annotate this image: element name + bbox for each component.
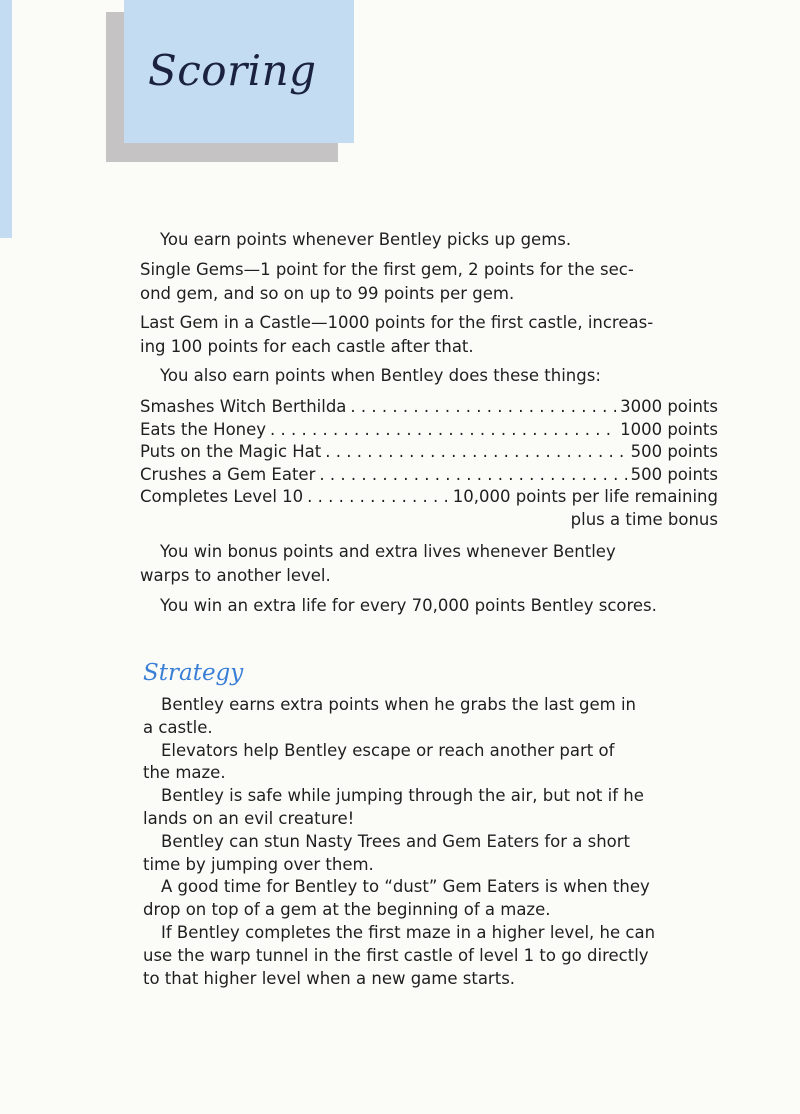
tip-line: A good time for Bentley to “dust” Gem Eaters is when they bbox=[161, 877, 650, 897]
scoring-action: Eats the Honey bbox=[140, 419, 267, 439]
strategy-tip bbox=[143, 740, 718, 786]
strategy-tip bbox=[143, 876, 718, 922]
strategy-heading: Strategy bbox=[143, 660, 244, 686]
tip-line: Elevators help Bentley escape or reach another part of bbox=[161, 740, 615, 760]
bonus-text bbox=[140, 540, 718, 588]
dot-leader bbox=[270, 419, 616, 442]
page-title: Scoring bbox=[148, 46, 317, 95]
strategy-tip bbox=[143, 831, 718, 877]
last-gem-line-2: ing 100 points for each castle after that. bbox=[140, 337, 474, 356]
scoring-points: 3000 points bbox=[620, 397, 718, 416]
single-gems-line-2: ond gem, and so on up to 99 points per gem. bbox=[140, 284, 515, 303]
tip-line: lands on an evil creature! bbox=[143, 808, 355, 828]
dot-leader bbox=[350, 396, 616, 419]
scoring-row bbox=[140, 419, 718, 442]
extra-life-text: You win an extra life for every 70,000 points Bentley scores. bbox=[160, 596, 657, 615]
scoring-row bbox=[140, 486, 718, 509]
strategy-tip bbox=[143, 922, 718, 990]
scoring-table bbox=[140, 396, 718, 531]
last-gem-line-1: Last Gem in a Castle—1000 points for the first castle, increas- bbox=[140, 313, 654, 332]
tip-line: Bentley is safe while jumping through the air, but not if he bbox=[161, 786, 644, 806]
dot-leader bbox=[319, 464, 626, 487]
tip-line: time by jumping over them. bbox=[143, 854, 374, 874]
tip-line: Bentley earns extra points when he grabs the last gem in bbox=[161, 695, 637, 714]
tip-line: to that higher level when a new game starts. bbox=[143, 968, 516, 988]
scoring-points: 500 points bbox=[630, 464, 718, 484]
intro-text: You earn points whenever Bentley picks up gems. bbox=[160, 230, 572, 249]
bonus-line-1: You win bonus points and extra lives whenever Bentley bbox=[160, 542, 616, 561]
strategy-tip bbox=[143, 785, 718, 831]
tip-line: Bentley can stun Nasty Trees and Gem Eaters for a short bbox=[161, 831, 631, 851]
single-gems-line-1: Single Gems—1 point for the first gem, 2 points for the sec- bbox=[140, 260, 634, 279]
strategy-tip bbox=[143, 694, 718, 740]
scoring-points: 500 points bbox=[630, 442, 718, 461]
page-edge-tab bbox=[0, 0, 12, 238]
single-gems-text bbox=[140, 258, 718, 306]
scoring-row bbox=[140, 396, 718, 419]
scoring-row bbox=[140, 464, 718, 487]
scoring-action: Puts on the Magic Hat bbox=[140, 442, 322, 461]
scoring-row bbox=[140, 441, 718, 464]
scoring-points: 1000 points bbox=[620, 419, 718, 439]
tip-line: If Bentley completes the first maze in a higher level, he can bbox=[161, 922, 656, 942]
tip-line: the maze. bbox=[143, 763, 226, 783]
tip-line: a castle. bbox=[143, 717, 213, 737]
dot-leader bbox=[307, 486, 449, 509]
dot-leader bbox=[325, 441, 626, 464]
tip-line: use the warp tunnel in the first castle of level 1 to go directly bbox=[143, 945, 649, 965]
last-gem-text bbox=[140, 311, 718, 359]
bonus-line-2: warps to another level. bbox=[140, 566, 331, 585]
tip-line: drop on top of a gem at the beginning of a maze. bbox=[143, 900, 551, 920]
scoring-action: Smashes Witch Berthilda bbox=[140, 397, 347, 416]
scoring-action: Completes Level 10 bbox=[140, 487, 304, 506]
strategy-tips bbox=[143, 694, 718, 990]
scoring-extra-note: plus a time bonus bbox=[570, 509, 718, 529]
scoring-action: Crushes a Gem Eater bbox=[140, 464, 316, 484]
scoring-points: 10,000 points per life remaining bbox=[452, 487, 718, 506]
also-earn-text: You also earn points when Bentley does these things: bbox=[160, 366, 601, 385]
